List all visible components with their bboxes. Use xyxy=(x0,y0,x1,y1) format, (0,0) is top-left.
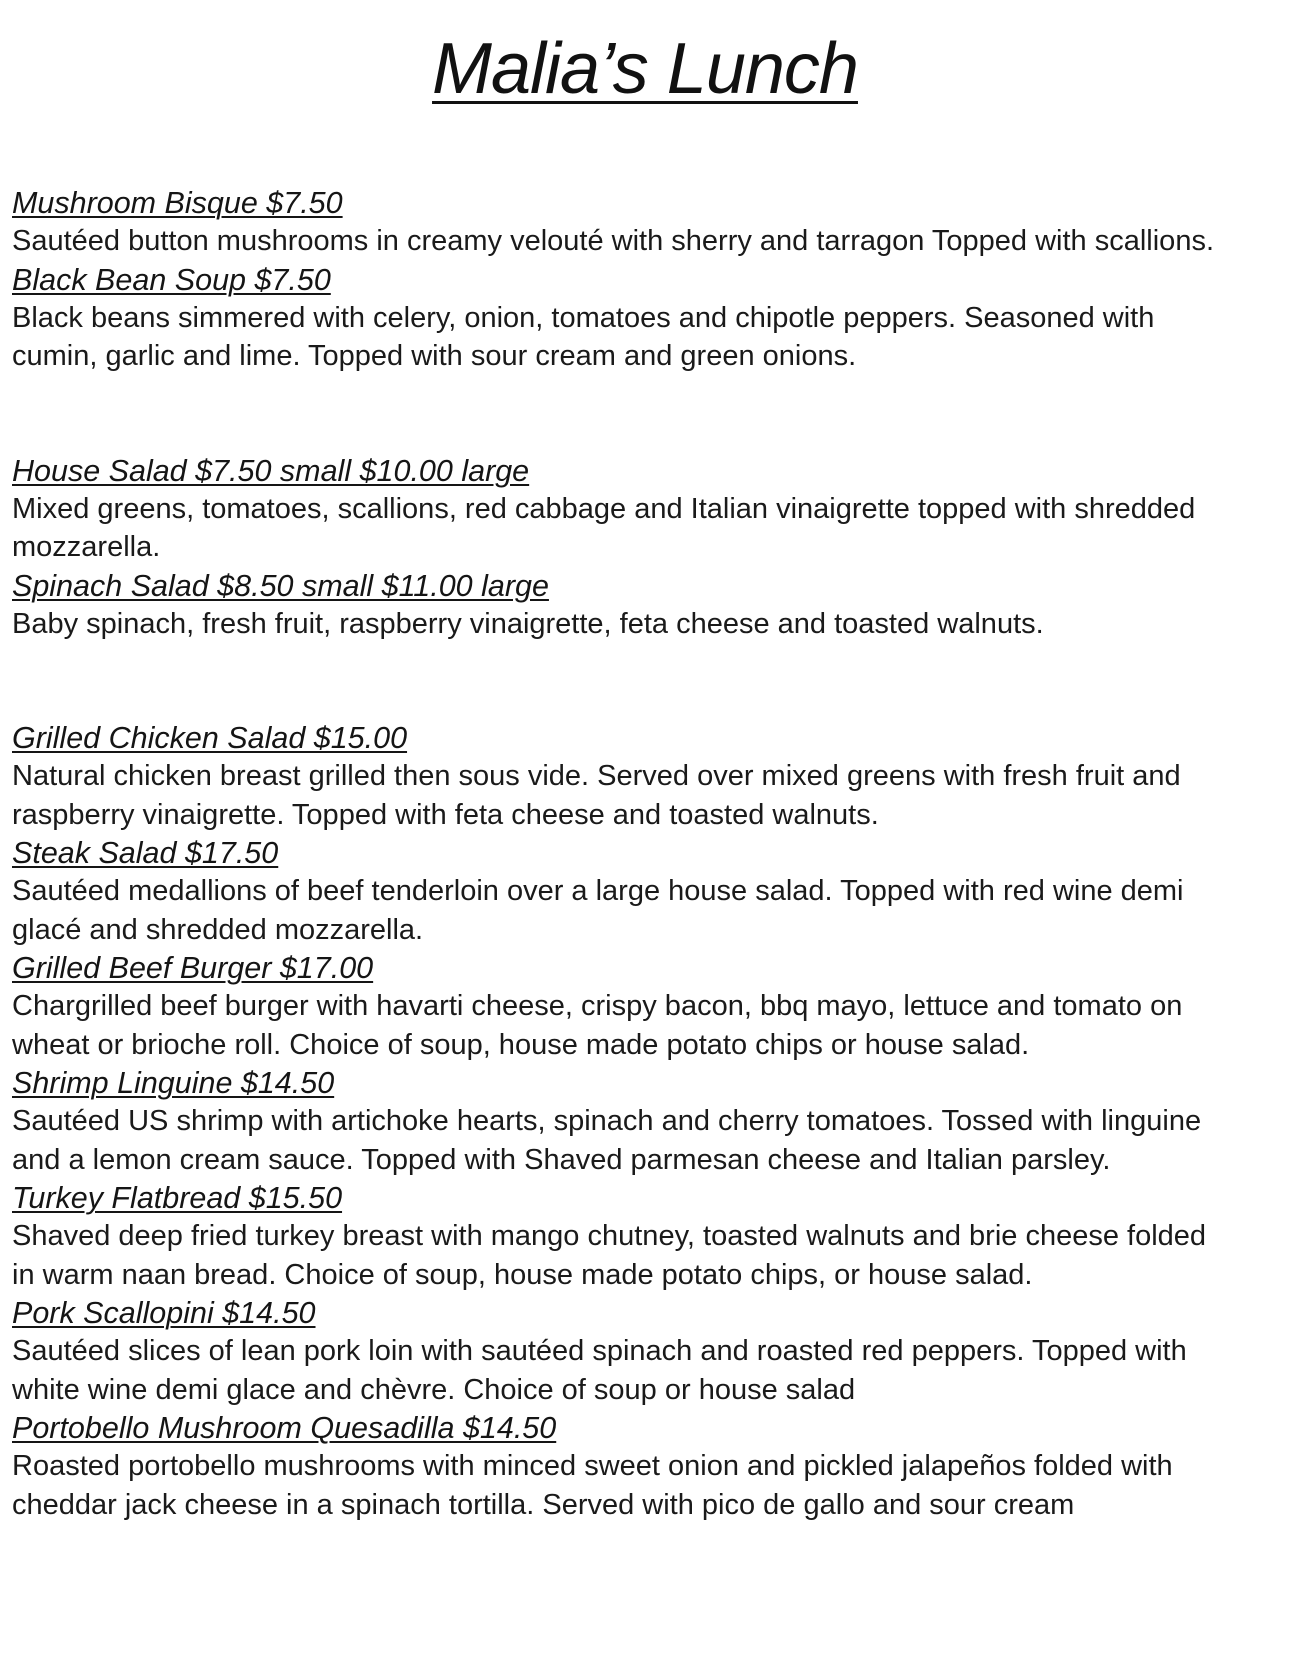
menu-item xyxy=(12,949,1272,1064)
menu-item-description: Baby spinach, fresh fruit, raspberry vinaigrette, feta cheese and toasted walnuts. xyxy=(12,607,1044,640)
menu-item xyxy=(12,1294,1272,1409)
menu-item-name: Shrimp Linguine $14.50 xyxy=(12,1066,335,1100)
menu-item-description: Sautéed medallions of beef tenderloin over a large house salad. Topped with red wine demi glacé and shredded mozzarella. xyxy=(12,875,1184,946)
menu-item-name: Grilled Beef Burger $17.00 xyxy=(12,951,374,985)
menu-item-name: Portobello Mushroom Quesadilla $14.50 xyxy=(12,1411,557,1445)
menu-item-name: Black Bean Soup $7.50 xyxy=(12,262,331,297)
menu-item-description: Natural chicken breast grilled then sous vide. Served over mixed greens with fresh fruit and raspberry vinaigrette. Topped with feta cheese and toasted walnuts. xyxy=(12,760,1181,831)
menu-item-name: House Salad $7.50 small $10.00 large xyxy=(12,453,530,488)
menu-item xyxy=(12,1064,1272,1179)
menu-item-name: Pork Scallopini $14.50 xyxy=(12,1296,316,1330)
menu-item xyxy=(12,1179,1272,1294)
menu-item xyxy=(12,261,1272,376)
menu-item-description: Mixed greens, tomatoes, scallions, red cabbage and Italian vinaigrette topped with shredded mozzarella. xyxy=(12,492,1196,563)
menu-item xyxy=(12,567,1272,644)
menu-item-name: Mushroom Bisque $7.50 xyxy=(12,186,343,220)
menu-item xyxy=(12,1409,1272,1524)
menu-section-entrees xyxy=(12,719,1272,1524)
menu-item-description: Roasted portobello mushrooms with minced sweet onion and pickled jalapeños folded with cheddar jack cheese in a spinach tortilla. Served with pico de gallo and sour cream xyxy=(12,1450,1173,1521)
menu-item-name: Grilled Chicken Salad $15.00 xyxy=(12,721,408,755)
menu-item-description: Sautéed US shrimp with artichoke hearts, spinach and cherry tomatoes. Tossed with linguine and a lemon cream sauce. Topped with Shaved parmesan cheese and Italian parsley. xyxy=(12,1105,1202,1176)
menu-item-description: Black beans simmered with celery, onion, tomatoes and chipotle peppers. Seasoned with cumin, garlic and lime. Topped with sour cream and green onions. xyxy=(12,301,1155,372)
menu-title: Malia’s Lunch xyxy=(432,29,858,109)
menu-item-description: Shaved deep fried turkey breast with mango chutney, toasted walnuts and brie cheese folded in warm naan bread. Choice of soup, house made potato chips, or house salad. xyxy=(12,1220,1207,1291)
menu-item-description: Chargrilled beef burger with havarti cheese, crispy bacon, bbq mayo, lettuce and tomato on wheat or brioche roll. Choice of soup, house made potato chips or house salad. xyxy=(12,990,1183,1061)
menu-item-name: Spinach Salad $8.50 small $11.00 large xyxy=(12,568,549,603)
menu-section-salads xyxy=(12,452,1272,644)
menu-item-name: Steak Salad $17.50 xyxy=(12,836,279,870)
menu-item-description: Sautéed button mushrooms in creamy velouté with sherry and tarragon Topped with scallions. xyxy=(12,225,1214,257)
menu-item xyxy=(12,452,1272,567)
menu-item-name: Turkey Flatbread $15.50 xyxy=(12,1181,343,1215)
menu-item-description: Sautéed slices of lean pork loin with sautéed spinach and roasted red peppers. Topped with white wine demi glace and chèvre. Choice of soup or house salad xyxy=(12,1335,1187,1406)
menu-item xyxy=(12,834,1272,949)
menu-section-soups xyxy=(12,184,1272,376)
menu-item xyxy=(12,719,1272,834)
menu-body xyxy=(12,184,1272,1524)
menu-item xyxy=(12,184,1272,261)
menu-title-heading xyxy=(0,28,1290,110)
